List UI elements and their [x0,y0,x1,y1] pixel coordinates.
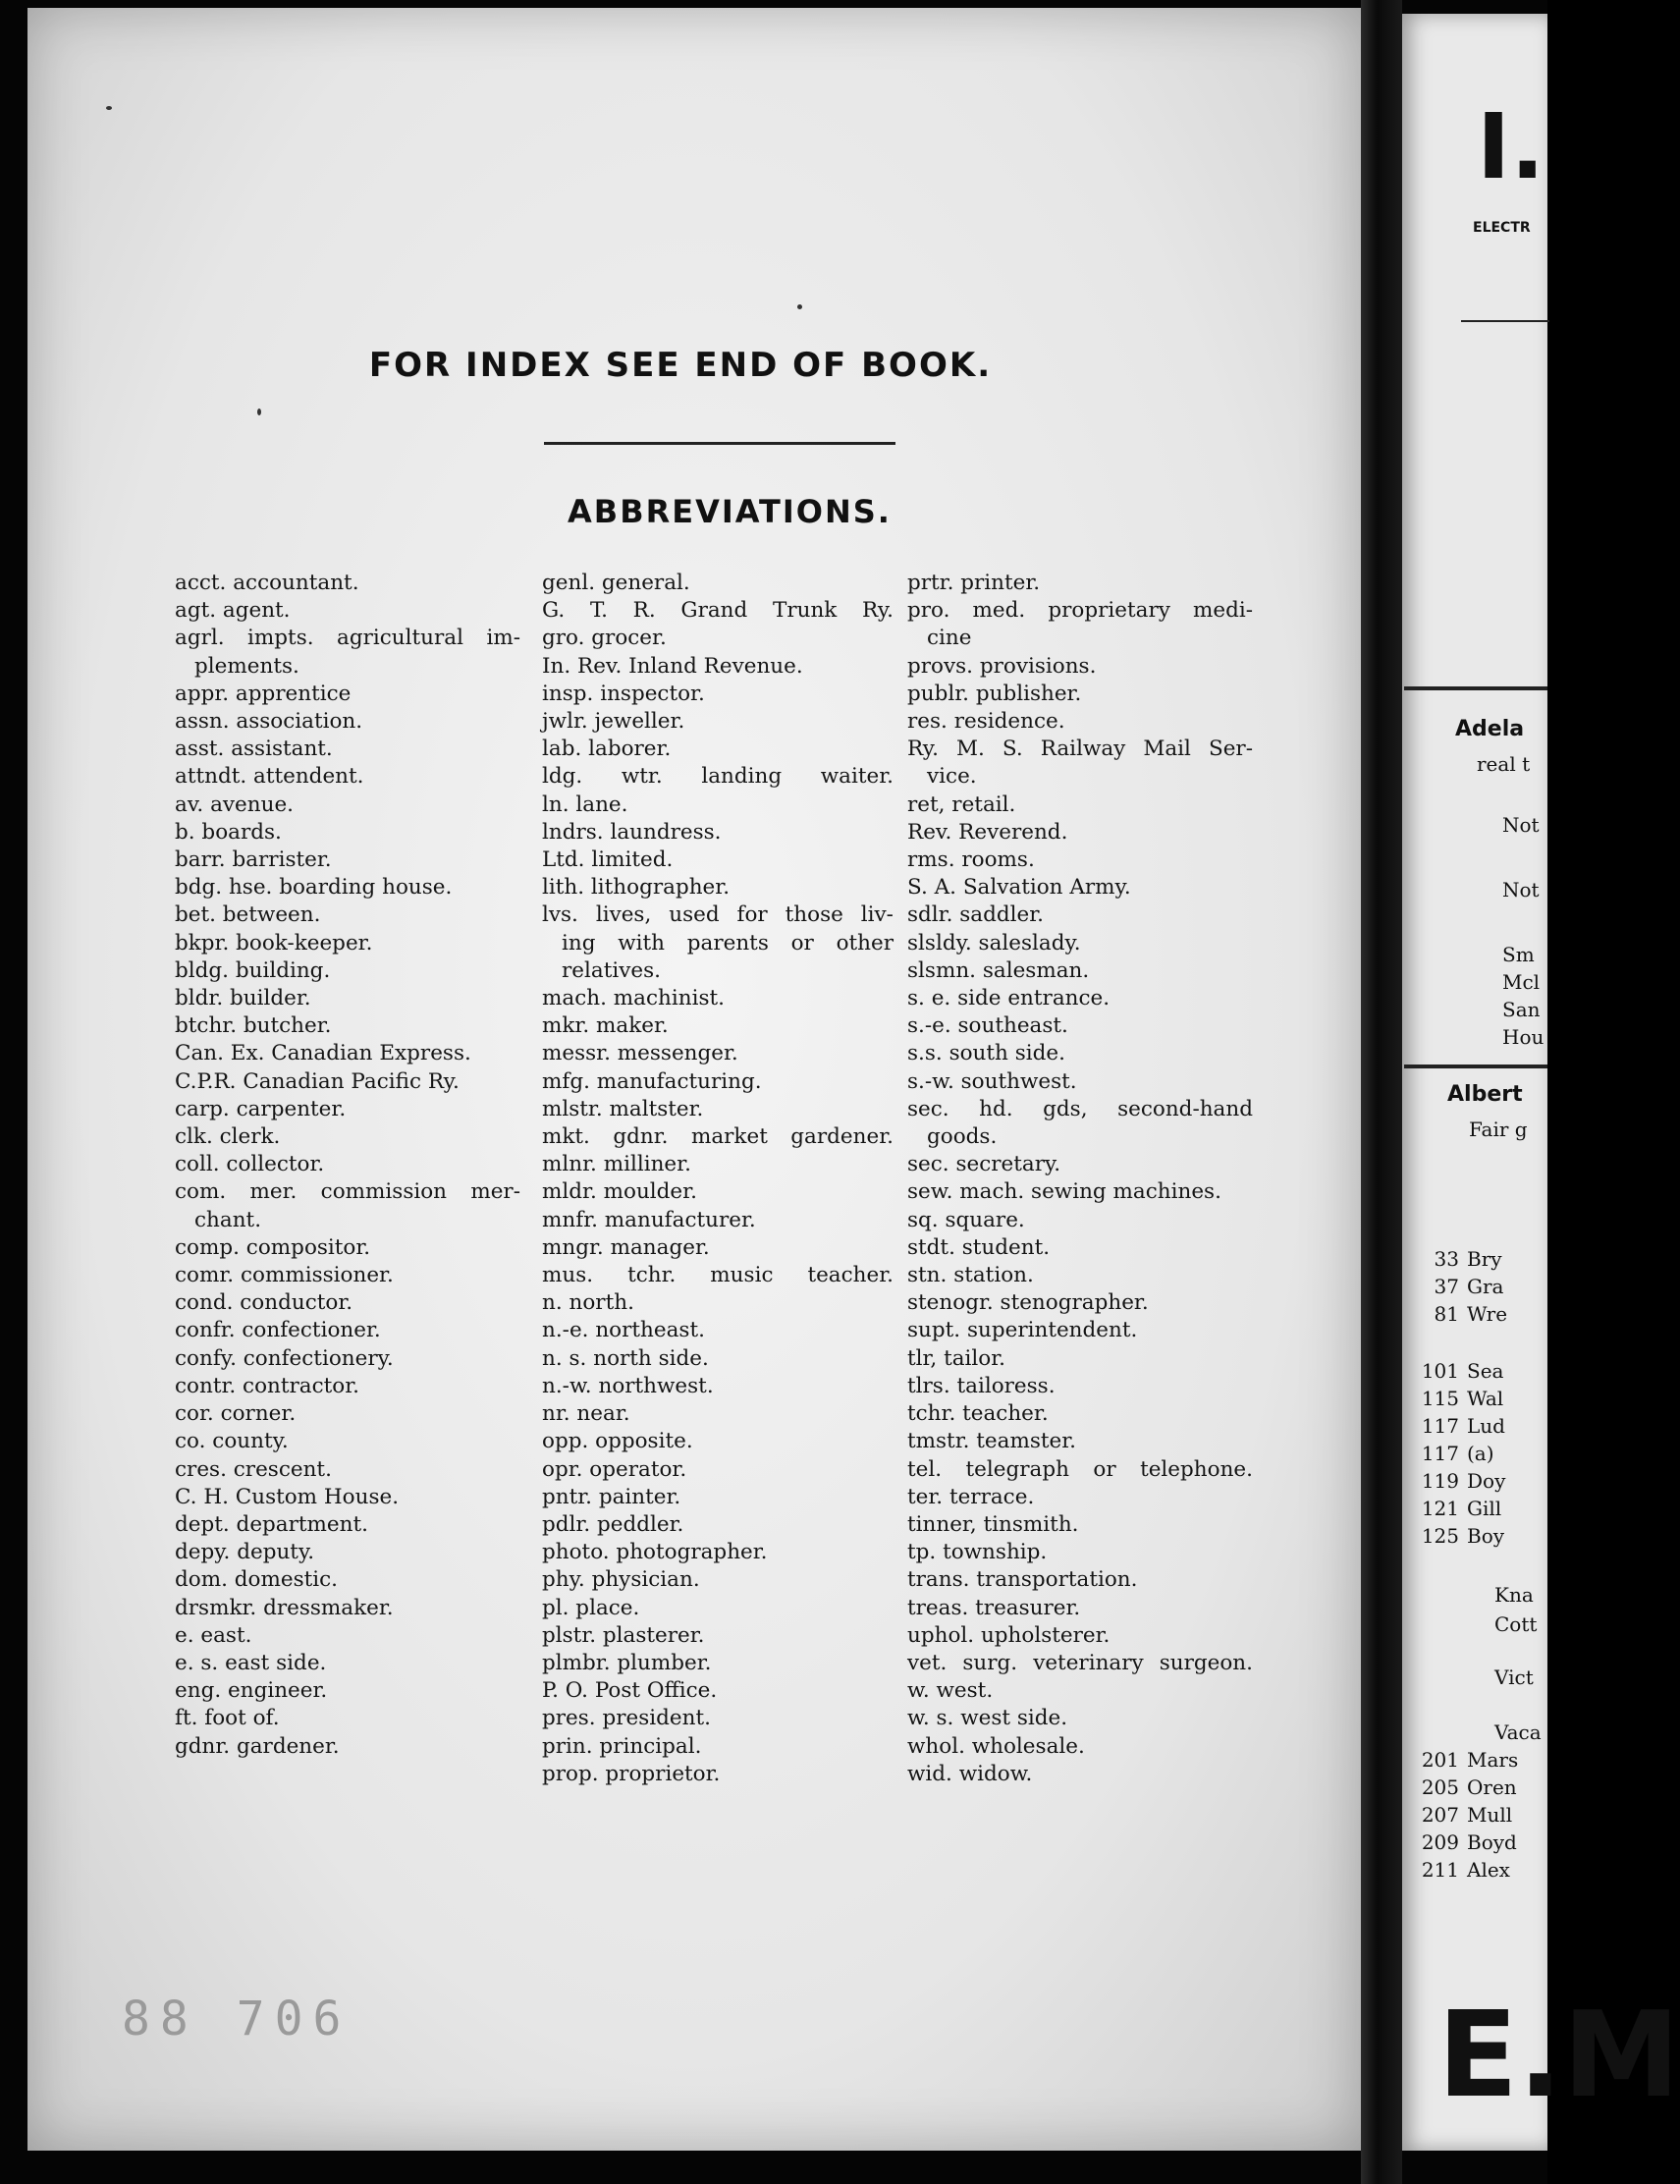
adjacent-line: Mcl [1502,970,1541,994]
abbreviation-entry: confy. confectionery. [175,1345,394,1371]
abbreviation-entry: C.P.R. Canadian Pacific Ry. [175,1068,460,1094]
abbreviation-entry: confr. confectioner. [175,1318,381,1343]
abbreviations-column-2 [542,570,894,1788]
abbreviation-entry: ft. foot of. [175,1706,280,1731]
abbreviation-entry: Can. Ex. Canadian Express. [175,1041,471,1066]
abbreviation-entry: vice. [927,764,977,790]
adjacent-section-heading: Albert [1447,1082,1523,1107]
abbreviation-entry: Ltd. limited. [542,847,674,873]
abbreviation-entry: opr. operator. [542,1456,687,1482]
abbreviation-entry: Ry. M. S. Railway Mail Ser- [907,737,1253,762]
abbreviation-entry: ln. lane. [542,792,628,817]
adjacent-row-name: Wal [1467,1387,1504,1410]
abbreviation-entry: s. e. side entrance. [907,986,1111,1011]
adjacent-row-name: Bry [1467,1247,1502,1271]
abbreviation-entry: mlnr. milliner. [542,1152,691,1177]
adjacent-row-number: 205 [1421,1775,1459,1799]
abbreviation-entry: n.-w. northwest. [542,1373,714,1398]
adjacent-big-top: I. [1477,94,1545,199]
abbreviation-entry: dept. department. [175,1511,368,1537]
abbreviation-entry: lith. lithographer. [542,875,731,901]
adjacent-line: Sm [1502,943,1535,966]
adjacent-rule [1461,320,1549,322]
adjacent-row-number: 201 [1421,1748,1459,1772]
abbreviation-entry: w. s. west side. [907,1706,1068,1731]
abbreviation-entry: appr. apprentice [175,681,352,706]
adjacent-line: Kna [1494,1583,1534,1607]
abbreviation-entry: Rev. Reverend. [907,819,1068,845]
abbreviation-entry: attndt. attendent. [175,764,364,790]
adjacent-row-name: Mull [1467,1803,1513,1827]
abbreviation-entry: gro. grocer. [542,626,667,651]
abbreviations-title: ABBREVIATIONS. [568,493,892,530]
abbreviation-entry: contr. contractor. [175,1373,359,1398]
abbreviation-entry: depy. deputy. [175,1540,315,1565]
abbreviation-entry: asst. assistant. [175,737,333,762]
adjacent-line: real t [1477,752,1531,776]
adjacent-row-name: Alex [1467,1858,1510,1882]
abbreviation-entry: tlr, tailor. [907,1345,1006,1371]
abbreviation-entry: comr. commissioner. [175,1263,394,1288]
abbreviation-entry: sec. secretary. [907,1152,1061,1177]
adjacent-line: Fair g [1469,1118,1528,1141]
dust-speck [106,106,112,110]
adjacent-row-name: Gill [1467,1497,1502,1520]
abbreviation-entry: cres. crescent. [175,1456,332,1482]
abbreviation-entry: supt. superintendent. [907,1318,1138,1343]
abbreviation-entry: cine [927,626,972,651]
abbreviation-entry: tlrs. tailoress. [907,1373,1056,1398]
abbreviation-entry: pl. place. [542,1595,640,1620]
abbreviation-entry: bldg. building. [175,957,331,983]
abbreviation-entry: cond. conductor. [175,1290,353,1316]
abbreviation-entry: mkr. maker. [542,1013,669,1039]
abbreviation-entry: tp. township. [907,1540,1048,1565]
abbreviation-entry: cor. corner. [175,1401,297,1427]
abbreviation-entry: bkpr. book-keeper. [175,930,373,956]
abbreviation-entry: n. north. [542,1290,634,1316]
abbreviation-entry: stdt. student. [907,1234,1051,1260]
adjacent-section-heading: Adela [1455,717,1525,741]
abbreviation-entry: res. residence. [907,709,1065,735]
abbreviation-entry: sec. hd. gds, second-hand [907,1096,1253,1121]
abbreviation-entry: dom. domestic. [175,1567,339,1593]
abbreviation-entry: carp. carpenter. [175,1096,347,1121]
abbreviation-entry: plements. [194,653,299,679]
abbreviation-entry: btchr. butcher. [175,1013,332,1039]
index-note: FOR INDEX SEE END OF BOOK. [368,346,993,385]
adjacent-row-name: Mars [1467,1748,1519,1772]
abbreviation-entry: chant. [194,1207,262,1232]
abbreviation-entry: photo. photographer. [542,1540,768,1565]
abbreviation-entry: sew. mach. sewing machines. [907,1179,1221,1205]
abbreviation-entry: slsmn. salesman. [907,957,1090,983]
abbreviation-entry: assn. association. [175,709,363,735]
adjacent-rule [1404,686,1547,690]
abbreviation-entry: eng. engineer. [175,1678,328,1704]
abbreviation-entry: pdlr. peddler. [542,1511,684,1537]
abbreviation-entry: P. O. Post Office. [542,1678,718,1704]
abbreviation-entry: mus. tchr. music teacher. [542,1263,894,1288]
adjacent-row-number: 119 [1421,1469,1459,1493]
abbreviation-entry: n. s. north side. [542,1345,709,1371]
adjacent-row-number: 125 [1421,1524,1459,1548]
abbreviation-entry: agt. agent. [175,598,291,624]
adjacent-row-name: Boyd [1467,1830,1517,1854]
abbreviation-entry: publr. publisher. [907,681,1082,706]
adjacent-row-number: 81 [1434,1302,1459,1326]
abbreviation-entry: n.-e. northeast. [542,1318,705,1343]
adjacent-big-bottom: E.M [1437,1988,1680,2124]
adjacent-row-name: Oren [1467,1775,1517,1799]
abbreviation-entry: stenogr. stenographer. [907,1290,1149,1316]
adjacent-row-name: Doy [1467,1469,1506,1493]
abbreviation-entry: comp. compositor. [175,1234,371,1260]
abbreviation-entry: mngr. manager. [542,1234,710,1260]
abbreviation-entry: co. county. [175,1429,289,1454]
abbreviations-column-1 [175,570,520,1761]
abbreviation-entry: sq. square. [907,1207,1025,1232]
abbreviation-entry: S. A. Salvation Army. [907,875,1131,901]
abbreviation-entry: lvs. lives, used for those liv- [542,902,894,928]
adjacent-line: San [1502,998,1541,1021]
handwritten-note: 88 706 [122,1992,352,2047]
abbreviation-entry: pro. med. proprietary medi- [907,598,1253,624]
abbreviation-entry: agrl. impts. agricultural im- [175,626,520,651]
abbreviation-entry: slsldy. saleslady. [907,930,1081,956]
abbreviation-entry: ret, retail. [907,792,1016,817]
abbreviation-entry: plmbr. plumber. [542,1650,712,1675]
abbreviation-entry: plstr. plasterer. [542,1622,705,1648]
abbreviation-entry: tmstr. teamster. [907,1429,1076,1454]
abbreviation-entry: vet. surg. veterinary surgeon. [907,1650,1253,1675]
abbreviation-entry: provs. provisions. [907,653,1097,679]
abbreviation-entry: e. s. east side. [175,1650,327,1675]
abbreviation-entry: prop. proprietor. [542,1761,721,1786]
abbreviation-entry: jwlr. jeweller. [542,709,685,735]
abbreviation-entry: stn. station. [907,1263,1034,1288]
abbreviation-entry: coll. collector. [175,1152,325,1177]
abbreviation-entry: acct. accountant. [175,571,359,595]
abbreviation-entry: genl. general. [542,571,690,595]
abbreviation-entry: bdg. hse. boarding house. [175,875,453,901]
abbreviation-entry: pres. president. [542,1706,711,1731]
dust-speck [257,409,261,415]
abbreviation-entry: pntr. painter. [542,1484,681,1509]
dust-speck [797,304,802,309]
abbreviation-entry: s.-w. southwest. [907,1068,1077,1094]
adjacent-row-number: 117 [1421,1414,1459,1438]
abbreviation-entry: mnfr. manufacturer. [542,1207,756,1232]
adjacent-row-name: Lud [1467,1414,1505,1438]
abbreviation-entry: ing with parents or other [562,930,894,956]
abbreviation-entry: e. east. [175,1622,252,1648]
abbreviation-entry: In. Rev. Inland Revenue. [542,653,803,679]
adjacent-row-number: 121 [1421,1497,1459,1520]
abbreviation-entry: mlstr. maltster. [542,1096,704,1121]
abbreviation-entry: mkt. gdnr. market gardener. [542,1124,894,1150]
abbreviation-entry: trans. transportation. [907,1567,1138,1593]
divider-rule [544,442,895,445]
adjacent-line: Vict [1494,1665,1534,1689]
adjacent-row-name: Sea [1467,1359,1504,1383]
adjacent-row-number: 115 [1421,1387,1459,1410]
abbreviation-entry: tinner, tinsmith. [907,1511,1079,1537]
abbreviation-entry: phy. physician. [542,1567,700,1593]
adjacent-row-number: 211 [1421,1858,1459,1882]
abbreviation-entry: G. T. R. Grand Trunk Ry. [542,598,894,624]
adjacent-row-number: 207 [1421,1803,1459,1827]
adjacent-line: Not [1502,878,1540,901]
adjacent-row-name: Gra [1467,1275,1504,1298]
abbreviation-entry: tchr. teacher. [907,1401,1049,1427]
abbreviation-entry: barr. barrister. [175,847,332,873]
abbreviation-entry: mldr. moulder. [542,1179,697,1205]
abbreviation-entry: sdlr. saddler. [907,902,1044,928]
abbreviation-entry: gdnr. gardener. [175,1733,340,1759]
abbreviation-entry: nr. near. [542,1401,630,1427]
abbreviations-column-3 [907,570,1253,1788]
adjacent-rule [1404,1065,1547,1068]
adjacent-line: Cott [1494,1612,1538,1636]
abbreviation-entry: bldr. builder. [175,986,311,1011]
abbreviation-entry: treas. treasurer. [907,1595,1081,1620]
abbreviation-entry: wid. widow. [907,1761,1033,1786]
abbreviation-entry: com. mer. commission mer- [175,1179,520,1205]
abbreviation-entry: clk. clerk. [175,1124,281,1150]
abbreviation-entry: w. west. [907,1678,994,1704]
adjacent-row-number: 101 [1421,1359,1459,1383]
abbreviation-entry: prin. principal. [542,1733,702,1759]
abbreviation-entry: lab. laborer. [542,737,672,762]
adjacent-page [1402,14,1680,2151]
abbreviation-entry: uphol. upholsterer. [907,1622,1111,1648]
adjacent-line: Hou [1502,1025,1545,1049]
abbreviation-entry: s.s. south side. [907,1041,1065,1066]
abbreviation-entry: opp. opposite. [542,1429,693,1454]
abbreviation-entry: goods. [927,1124,998,1150]
abbreviation-entry: mfg. manufacturing. [542,1068,762,1094]
adjacent-row-name: Wre [1467,1302,1508,1326]
adjacent-small-caps: ELECTR [1473,220,1531,236]
abbreviation-entry: rms. rooms. [907,847,1035,873]
adjacent-row-name: Boy [1467,1524,1505,1548]
abbreviation-entry: whol. wholesale. [907,1733,1085,1759]
abbreviation-entry: b. boards. [175,819,282,845]
abbreviation-entry: prtr. printer. [907,571,1041,595]
abbreviation-entry: s.-e. southeast. [907,1013,1068,1039]
book-gutter [1361,0,1402,2184]
abbreviation-entry: messr. messenger. [542,1041,738,1066]
adjacent-row-number: 37 [1434,1275,1459,1298]
adjacent-row-number: 117 [1421,1442,1459,1465]
adjacent-row-name: (a) [1467,1442,1494,1465]
abbreviation-entry: drsmkr. dressmaker. [175,1595,394,1620]
abbreviation-entry: av. avenue. [175,792,295,817]
abbreviation-entry: lndrs. laundress. [542,819,722,845]
abbreviation-entry: insp. inspector. [542,681,705,706]
abbreviation-entry: C. H. Custom House. [175,1484,400,1509]
abbreviation-entry: ldg. wtr. landing waiter. [542,764,894,790]
adjacent-line: Not [1502,813,1540,837]
adjacent-row-number: 33 [1434,1247,1459,1271]
abbreviation-entry: tel. telegraph or telephone. [907,1456,1253,1482]
abbreviation-entry: relatives. [562,957,661,983]
abbreviation-entry: ter. terrace. [907,1484,1035,1509]
abbreviation-entry: bet. between. [175,902,321,928]
adjacent-row-number: 209 [1421,1830,1459,1854]
abbreviation-entry: mach. machinist. [542,986,725,1011]
adjacent-line: Vaca [1494,1720,1542,1744]
